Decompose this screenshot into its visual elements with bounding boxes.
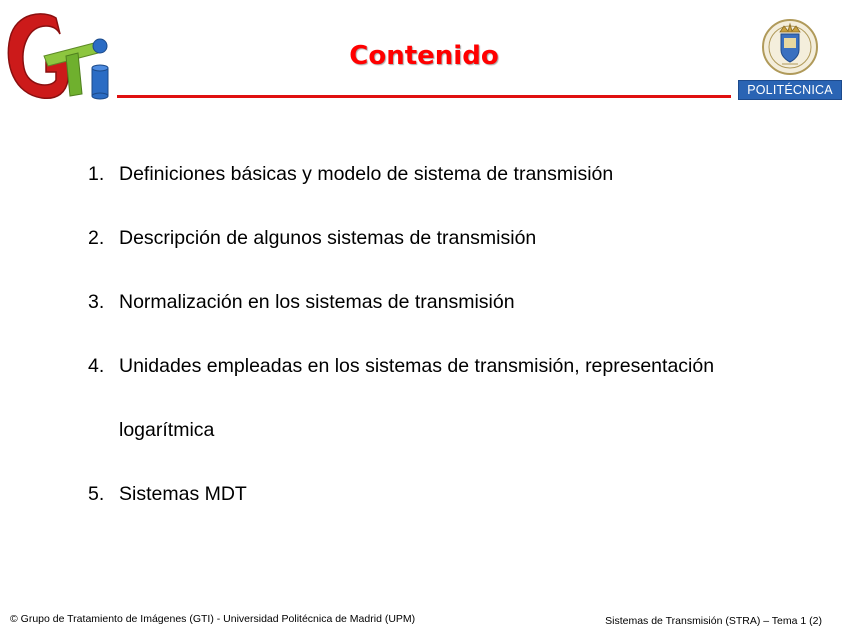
title-underline xyxy=(117,95,731,98)
list-item-text: Normalización en los sistemas de transmisión xyxy=(119,291,515,313)
list-item-text: Sistemas MDT xyxy=(119,483,247,505)
list-item-text: Descripción de algunos sistemas de transmisión xyxy=(119,227,537,249)
list-item-number: 5. xyxy=(88,483,105,505)
upm-logo xyxy=(738,14,842,100)
list-item-text: Unidades empleadas en los sistemas de transmisión, representación logarítmica xyxy=(119,355,715,441)
upm-label: POLITÉCNICA xyxy=(738,80,842,100)
list-item xyxy=(88,158,808,190)
list-item-number: 3. xyxy=(88,291,105,313)
list-item xyxy=(88,222,808,254)
upm-seal-icon xyxy=(738,14,842,80)
footer-course-info: Sistemas de Transmisión (STRA) – Tema 1 (2) xyxy=(605,615,822,627)
content-list xyxy=(88,158,808,542)
list-item xyxy=(88,478,808,510)
slide-title: Contenido xyxy=(349,41,499,71)
list-item-number: 2. xyxy=(88,227,105,249)
list-item xyxy=(88,350,808,446)
list-item xyxy=(88,286,808,318)
list-item-text: Definiciones básicas y modelo de sistema de transmisión xyxy=(119,163,614,185)
list-item-number: 1. xyxy=(88,163,105,185)
footer-copyright: © Grupo de Tratamiento de Imágenes (GTI) - Universidad Politécnica de Madrid (UPM) xyxy=(10,613,416,625)
list-item-number: 4. xyxy=(88,355,105,377)
